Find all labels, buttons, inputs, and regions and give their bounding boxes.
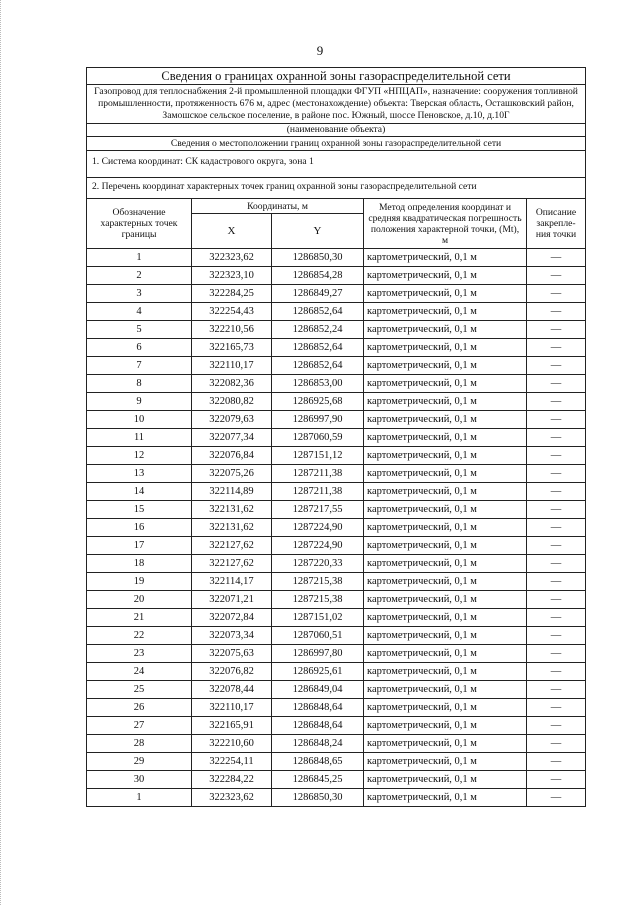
y-coordinate: 1286850,30 — [272, 249, 364, 267]
method: картометрический, 0,1 м — [364, 519, 527, 537]
y-coordinate: 1286854,28 — [272, 267, 364, 285]
object-description: Газопровод для теплоснабжения 2-й промышленной площадки ФГУП «НПЦАП», назначение: сооружения топливной промышленности, протяженность 676 м, адрес (местонахождение) объекта: Тверская область, Осташковский район, Замошское сельское поселение, в районе пос. Южный, шоссе Пеновское, д.10, д.10Г — [87, 85, 586, 124]
point-number: 19 — [87, 573, 192, 591]
point-number: 17 — [87, 537, 192, 555]
y-coordinate: 1287217,55 — [272, 501, 364, 519]
point-number: 7 — [87, 357, 192, 375]
header-description: Описание закрепле-ния точки — [527, 199, 586, 249]
x-coordinate: 322165,91 — [192, 717, 272, 735]
description: — — [527, 681, 586, 699]
description: — — [527, 303, 586, 321]
description: — — [527, 285, 586, 303]
x-coordinate: 322076,82 — [192, 663, 272, 681]
x-coordinate: 322254,11 — [192, 753, 272, 771]
point-number: 20 — [87, 591, 192, 609]
x-coordinate: 322210,56 — [192, 321, 272, 339]
point-number: 28 — [87, 735, 192, 753]
x-coordinate: 322076,84 — [192, 447, 272, 465]
table-row — [87, 681, 586, 699]
y-coordinate: 1286925,61 — [272, 663, 364, 681]
y-coordinate: 1286925,68 — [272, 393, 364, 411]
y-coordinate: 1287060,51 — [272, 627, 364, 645]
y-coordinate: 1286850,30 — [272, 789, 364, 807]
method: картометрический, 0,1 м — [364, 627, 527, 645]
table-row — [87, 591, 586, 609]
header-method: Метод определения координат и средняя квадратическая погрешность положения характерной точки, (Mt), м — [364, 199, 527, 249]
point-number: 1 — [87, 249, 192, 267]
y-coordinate: 1286849,27 — [272, 285, 364, 303]
table-row — [87, 375, 586, 393]
y-coordinate: 1286852,64 — [272, 339, 364, 357]
point-number: 5 — [87, 321, 192, 339]
description: — — [527, 411, 586, 429]
coordinate-system: 1. Система координат: СК кадастрового округа, зона 1 — [87, 151, 586, 178]
description: — — [527, 465, 586, 483]
x-coordinate: 322075,63 — [192, 645, 272, 663]
description: — — [527, 789, 586, 807]
header-coords: Координаты, м — [192, 199, 364, 214]
header-x: X — [192, 214, 272, 249]
table-row — [87, 285, 586, 303]
x-coordinate: 322080,82 — [192, 393, 272, 411]
method: картометрический, 0,1 м — [364, 303, 527, 321]
method: картометрический, 0,1 м — [364, 537, 527, 555]
table-row — [87, 645, 586, 663]
y-coordinate: 1286997,80 — [272, 645, 364, 663]
method: картометрический, 0,1 м — [364, 609, 527, 627]
y-coordinate: 1286997,90 — [272, 411, 364, 429]
description: — — [527, 699, 586, 717]
description: — — [527, 591, 586, 609]
y-coordinate: 1286848,24 — [272, 735, 364, 753]
y-coordinate: 1286848,64 — [272, 717, 364, 735]
method: картометрический, 0,1 м — [364, 645, 527, 663]
point-number: 25 — [87, 681, 192, 699]
x-coordinate: 322127,62 — [192, 537, 272, 555]
point-number: 2 — [87, 267, 192, 285]
table-row — [87, 573, 586, 591]
description: — — [527, 573, 586, 591]
point-number: 23 — [87, 645, 192, 663]
y-coordinate: 1287220,33 — [272, 555, 364, 573]
method: картометрический, 0,1 м — [364, 501, 527, 519]
table-row — [87, 267, 586, 285]
method: картометрический, 0,1 м — [364, 663, 527, 681]
table-row — [87, 537, 586, 555]
point-number: 21 — [87, 609, 192, 627]
method: картометрический, 0,1 м — [364, 447, 527, 465]
method: картометрический, 0,1 м — [364, 321, 527, 339]
method: картометрический, 0,1 м — [364, 573, 527, 591]
method: картометрический, 0,1 м — [364, 753, 527, 771]
x-coordinate: 322078,44 — [192, 681, 272, 699]
description: — — [527, 609, 586, 627]
header-y: Y — [272, 214, 364, 249]
description: — — [527, 429, 586, 447]
point-number: 1 — [87, 789, 192, 807]
description: — — [527, 249, 586, 267]
description: — — [527, 717, 586, 735]
table-row — [87, 393, 586, 411]
table-row — [87, 609, 586, 627]
y-coordinate: 1286852,64 — [272, 303, 364, 321]
table-row — [87, 771, 586, 789]
x-coordinate: 322284,25 — [192, 285, 272, 303]
method: картометрический, 0,1 м — [364, 789, 527, 807]
method: картометрический, 0,1 м — [364, 717, 527, 735]
x-coordinate: 322127,62 — [192, 555, 272, 573]
table-row — [87, 663, 586, 681]
description: — — [527, 483, 586, 501]
point-number: 27 — [87, 717, 192, 735]
y-coordinate: 1287151,12 — [272, 447, 364, 465]
point-number: 8 — [87, 375, 192, 393]
description: — — [527, 357, 586, 375]
method: картометрический, 0,1 м — [364, 483, 527, 501]
description: — — [527, 447, 586, 465]
method: картометрический, 0,1 м — [364, 681, 527, 699]
method: картометрический, 0,1 м — [364, 699, 527, 717]
x-coordinate: 322075,26 — [192, 465, 272, 483]
table-row — [87, 339, 586, 357]
table-row — [87, 321, 586, 339]
point-number: 14 — [87, 483, 192, 501]
description: — — [527, 735, 586, 753]
point-number: 3 — [87, 285, 192, 303]
table-row — [87, 501, 586, 519]
y-coordinate: 1287060,59 — [272, 429, 364, 447]
point-number: 9 — [87, 393, 192, 411]
method: картометрический, 0,1 м — [364, 465, 527, 483]
x-coordinate: 322165,73 — [192, 339, 272, 357]
x-coordinate: 322082,36 — [192, 375, 272, 393]
y-coordinate: 1287215,38 — [272, 573, 364, 591]
object-caption: (наименование объекта) — [87, 124, 586, 137]
boundary-document — [86, 67, 585, 807]
table-row — [87, 627, 586, 645]
y-coordinate: 1286848,64 — [272, 699, 364, 717]
y-coordinate: 1287224,90 — [272, 537, 364, 555]
table-row — [87, 411, 586, 429]
point-number: 4 — [87, 303, 192, 321]
scan-edge — [0, 0, 7, 905]
x-coordinate: 322110,17 — [192, 699, 272, 717]
y-coordinate: 1287215,38 — [272, 591, 364, 609]
point-number: 13 — [87, 465, 192, 483]
y-coordinate: 1287151,02 — [272, 609, 364, 627]
y-coordinate: 1286852,24 — [272, 321, 364, 339]
description: — — [527, 501, 586, 519]
x-coordinate: 322072,84 — [192, 609, 272, 627]
table-row — [87, 249, 586, 267]
table-row — [87, 429, 586, 447]
point-number: 16 — [87, 519, 192, 537]
description: — — [527, 663, 586, 681]
description: — — [527, 753, 586, 771]
method: картометрический, 0,1 м — [364, 249, 527, 267]
description: — — [527, 519, 586, 537]
x-coordinate: 322323,10 — [192, 267, 272, 285]
x-coordinate: 322071,21 — [192, 591, 272, 609]
x-coordinate: 322077,34 — [192, 429, 272, 447]
method: картометрический, 0,1 м — [364, 267, 527, 285]
table-row — [87, 483, 586, 501]
header-point: Обозначение характерных точек границы — [87, 199, 192, 249]
table-row — [87, 465, 586, 483]
y-coordinate: 1286853,00 — [272, 375, 364, 393]
point-number: 22 — [87, 627, 192, 645]
method: картометрический, 0,1 м — [364, 375, 527, 393]
point-number: 29 — [87, 753, 192, 771]
location-heading: Сведения о местоположении границ охранной зоны газораспределительной сети — [87, 137, 586, 151]
y-coordinate: 1287211,38 — [272, 465, 364, 483]
boundary-table — [86, 67, 586, 807]
table-row — [87, 555, 586, 573]
x-coordinate: 322284,22 — [192, 771, 272, 789]
y-coordinate: 1286852,64 — [272, 357, 364, 375]
point-number: 26 — [87, 699, 192, 717]
method: картометрический, 0,1 м — [364, 555, 527, 573]
points-list-heading: 2. Перечень координат характерных точек границ охранной зоны газораспределительной сети — [87, 178, 586, 199]
description: — — [527, 645, 586, 663]
x-coordinate: 322131,62 — [192, 501, 272, 519]
table-row — [87, 753, 586, 771]
point-number: 11 — [87, 429, 192, 447]
method: картометрический, 0,1 м — [364, 429, 527, 447]
point-number: 12 — [87, 447, 192, 465]
point-number: 30 — [87, 771, 192, 789]
document-title: Сведения о границах охранной зоны газораспределительной сети — [87, 68, 586, 85]
point-number: 18 — [87, 555, 192, 573]
x-coordinate: 322254,43 — [192, 303, 272, 321]
point-number: 15 — [87, 501, 192, 519]
point-number: 6 — [87, 339, 192, 357]
table-row — [87, 357, 586, 375]
description: — — [527, 771, 586, 789]
page-number: 9 — [316, 43, 324, 58]
table-row — [87, 519, 586, 537]
point-number: 24 — [87, 663, 192, 681]
y-coordinate: 1286849,04 — [272, 681, 364, 699]
table-row — [87, 303, 586, 321]
x-coordinate: 322073,34 — [192, 627, 272, 645]
table-row — [87, 735, 586, 753]
table-row — [87, 789, 586, 807]
x-coordinate: 322210,60 — [192, 735, 272, 753]
x-coordinate: 322323,62 — [192, 789, 272, 807]
description: — — [527, 321, 586, 339]
x-coordinate: 322110,17 — [192, 357, 272, 375]
method: картометрический, 0,1 м — [364, 339, 527, 357]
method: картометрический, 0,1 м — [364, 393, 527, 411]
method: картометрический, 0,1 м — [364, 771, 527, 789]
y-coordinate: 1286845,25 — [272, 771, 364, 789]
y-coordinate: 1287224,90 — [272, 519, 364, 537]
description: — — [527, 627, 586, 645]
x-coordinate: 322114,17 — [192, 573, 272, 591]
point-number: 10 — [87, 411, 192, 429]
table-row — [87, 447, 586, 465]
y-coordinate: 1287211,38 — [272, 483, 364, 501]
x-coordinate: 322114,89 — [192, 483, 272, 501]
x-coordinate: 322323,62 — [192, 249, 272, 267]
description: — — [527, 555, 586, 573]
method: картометрический, 0,1 м — [364, 285, 527, 303]
description: — — [527, 393, 586, 411]
description: — — [527, 537, 586, 555]
description: — — [527, 267, 586, 285]
table-row — [87, 699, 586, 717]
method: картометрический, 0,1 м — [364, 735, 527, 753]
description: — — [527, 339, 586, 357]
method: картометрический, 0,1 м — [364, 591, 527, 609]
method: картометрический, 0,1 м — [364, 357, 527, 375]
x-coordinate: 322079,63 — [192, 411, 272, 429]
table-row — [87, 717, 586, 735]
method: картометрический, 0,1 м — [364, 411, 527, 429]
y-coordinate: 1286848,65 — [272, 753, 364, 771]
x-coordinate: 322131,62 — [192, 519, 272, 537]
description: — — [527, 375, 586, 393]
